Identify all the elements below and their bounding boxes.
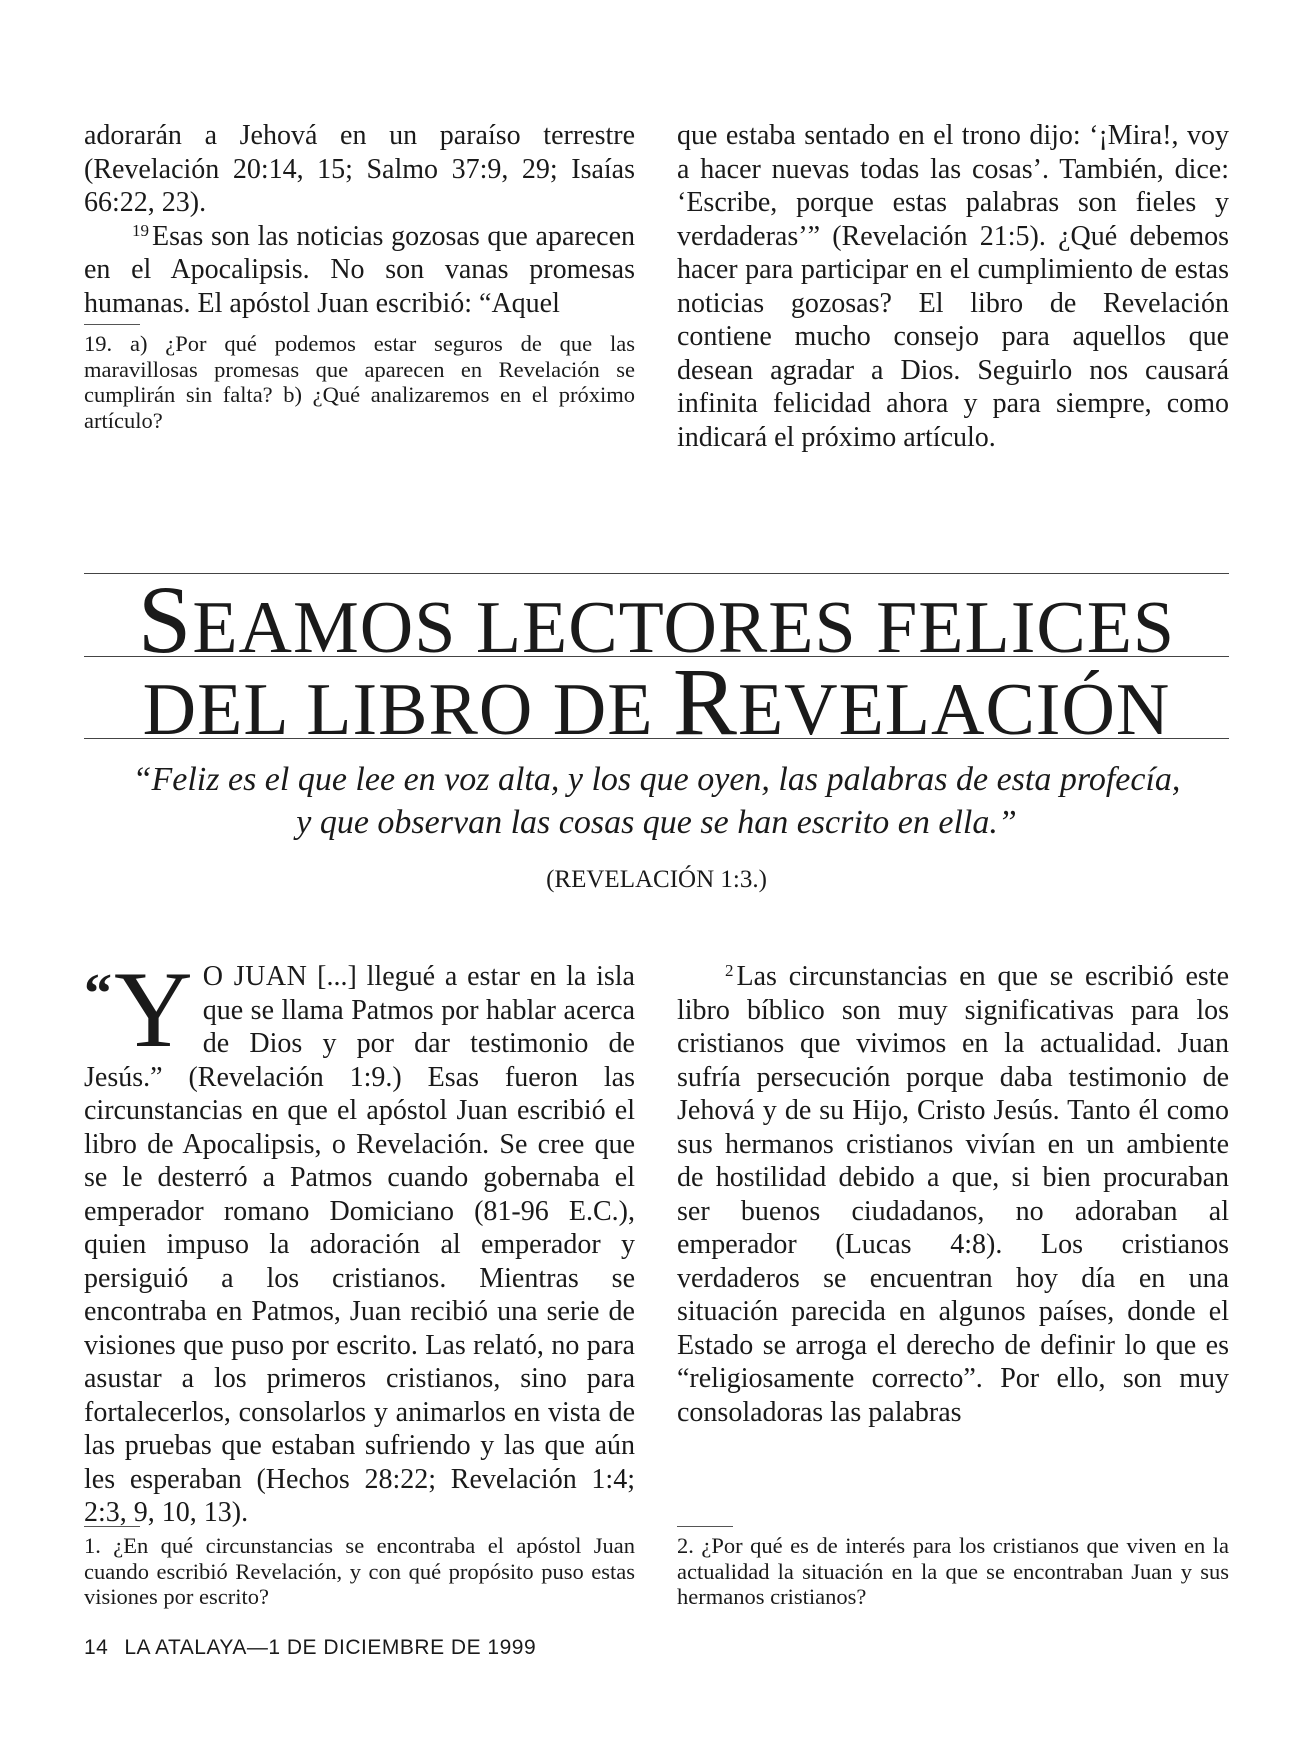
study-question-19 <box>84 331 635 433</box>
continuation-left-text: adorarán a Jehová en un paraíso terrestre (Revelación 20:14, 15; Salmo 37:9, 29; Isaías 66:22, 23). <box>84 120 635 218</box>
theme-scripture <box>84 758 1229 844</box>
question-divider <box>84 1526 140 1527</box>
title-text: DEL LIBRO DE <box>142 669 673 751</box>
article-title-line-1 <box>84 566 1229 673</box>
title-rule-top <box>84 573 1229 574</box>
issue-date: —1 DE DICIEMBRE DE 1999 <box>246 1636 537 1659</box>
continuation-right-text: que estaba sentado en el trono dijo: ‘¡Mira!, voy a hacer nuevas todas las cosas’. También, dice: ‘Escribe, porque estas palabras son fieles y verdaderas’” (Revelación 21:5). ¿Qué debemos hacer para participar en el cumplimiento de estas noticias gozosas? El libro de Revelación contiene mucho consejo para aquellos que desean agradar a Dios. Seguirlo nos causará infinita felicidad ahora y para siempre, como indicará el próximo artículo. <box>677 120 1229 453</box>
drop-cap-quote: “ <box>84 963 112 1025</box>
study-question-1-text: 1. ¿En qué circunstancias se encontraba el apóstol Juan cuando escribió Revelación, y con qué propósito puso estas visiones por escrito? <box>84 1533 635 1609</box>
drop-cap <box>84 949 193 1070</box>
paragraph-2-text: Las circunstancias en que se escribió este libro bíblico son muy significativas para los cristianos que vivimos en la actualidad. Juan sufría persecución porque daba testimonio de Jehová y de su Hijo, Cristo Jesús. Tanto él como sus hermanos cristianos vivían en un ambiente de hostilidad debido a que, si bien procuraban ser buenos ciudadanos, no adoraban al emperador (Lucas 4:8). Los cristianos verdaderos se encuentran hoy día en una situación parecida en algunos países, donde el Estado se arroga el derecho de definir lo que es “religiosamente correcto”. Por ello, son muy consoladoras las palabras <box>677 961 1229 1428</box>
theme-scripture-line-1: “Feliz es el que lee en voz alta, y los que oyen, las palabras de esta profecía, <box>132 761 1181 798</box>
title-initial: S <box>137 566 193 673</box>
title-rule-middle <box>84 656 1229 657</box>
body-left-column <box>84 949 635 1530</box>
paragraph-number: 19 <box>132 220 149 240</box>
study-question-2-text: 2. ¿Por qué es de interés para los cristianos que viven en la actualidad la situación en la que se encontraban Juan y sus hermanos cristianos? <box>677 1533 1229 1609</box>
study-question-1 <box>84 1522 635 1610</box>
question-divider <box>677 1526 733 1527</box>
paragraph-1 <box>84 949 635 1530</box>
page-number: 14 <box>84 1636 109 1659</box>
drop-cap-letter: Y <box>114 949 193 1070</box>
theme-scripture-reference: (REVELACIÓN 1:3.) <box>546 866 767 893</box>
title-text: EAMOS LECTORES FELICES <box>192 587 1176 669</box>
paragraph-19 <box>84 220 635 321</box>
title-text: EVELACIÓN <box>737 669 1171 751</box>
study-question-19-text: 19. a) ¿Por qué podemos estar seguros de que las maravillosas promesas que aparecen en Revelación se cumplirán sin falta? b) ¿Qué analizaremos en el próximo artículo? <box>84 331 635 433</box>
body-right-column <box>677 960 1229 1429</box>
paragraph-number: 2 <box>725 961 734 980</box>
paragraph-19-text: Esas son las noticias gozosas que aparecen en el Apocalipsis. No son vanas promesas humanas. El apóstol Juan escribió: “Aquel <box>84 220 635 319</box>
article-title-line-2 <box>84 648 1229 755</box>
page-footer <box>84 1636 536 1660</box>
paragraph-2 <box>677 960 1229 1429</box>
title-initial: R <box>672 648 738 755</box>
paragraph-1-text: [...] llegué a estar en la isla que se llama Patmos por hablar acerca de Dios y por dar testimonio de Jesús.” (Revelación 1:9.) Esas fueron las circunstancias en que el apóstol Juan escribió el libro de Apocalipsis, o Revelación. Se cree que se le desterró a Patmos cuando gobernaba el emperador romano Domiciano (81-96 E.C.), quien impuso la adoración al emperador y persiguió a los cristianos. Mientras se encontraba en Patmos, Juan recibió una serie de visiones que puso por escrito. Las relató, no para asustar a los primeros cristianos, sino para fortalecerlos, consolarlos y animarlos en vista de las pruebas que estaban sufriendo y las que aún les esperaban (Hechos 28:22; Revelación 1:4; 2:3, 9, 10, 13). <box>84 961 635 1528</box>
magazine-name: LA ATALAYA <box>124 1636 247 1659</box>
question-divider <box>84 324 140 325</box>
study-question-2 <box>677 1522 1229 1610</box>
continuation-left-column <box>84 119 635 433</box>
continuation-right-column <box>677 119 1229 454</box>
paragraph-1-lead: O JUAN <box>202 961 308 992</box>
title-rule-bottom <box>84 738 1229 739</box>
theme-scripture-line-2: y que observan las cosas que se han escrito en ella.” <box>296 804 1017 841</box>
